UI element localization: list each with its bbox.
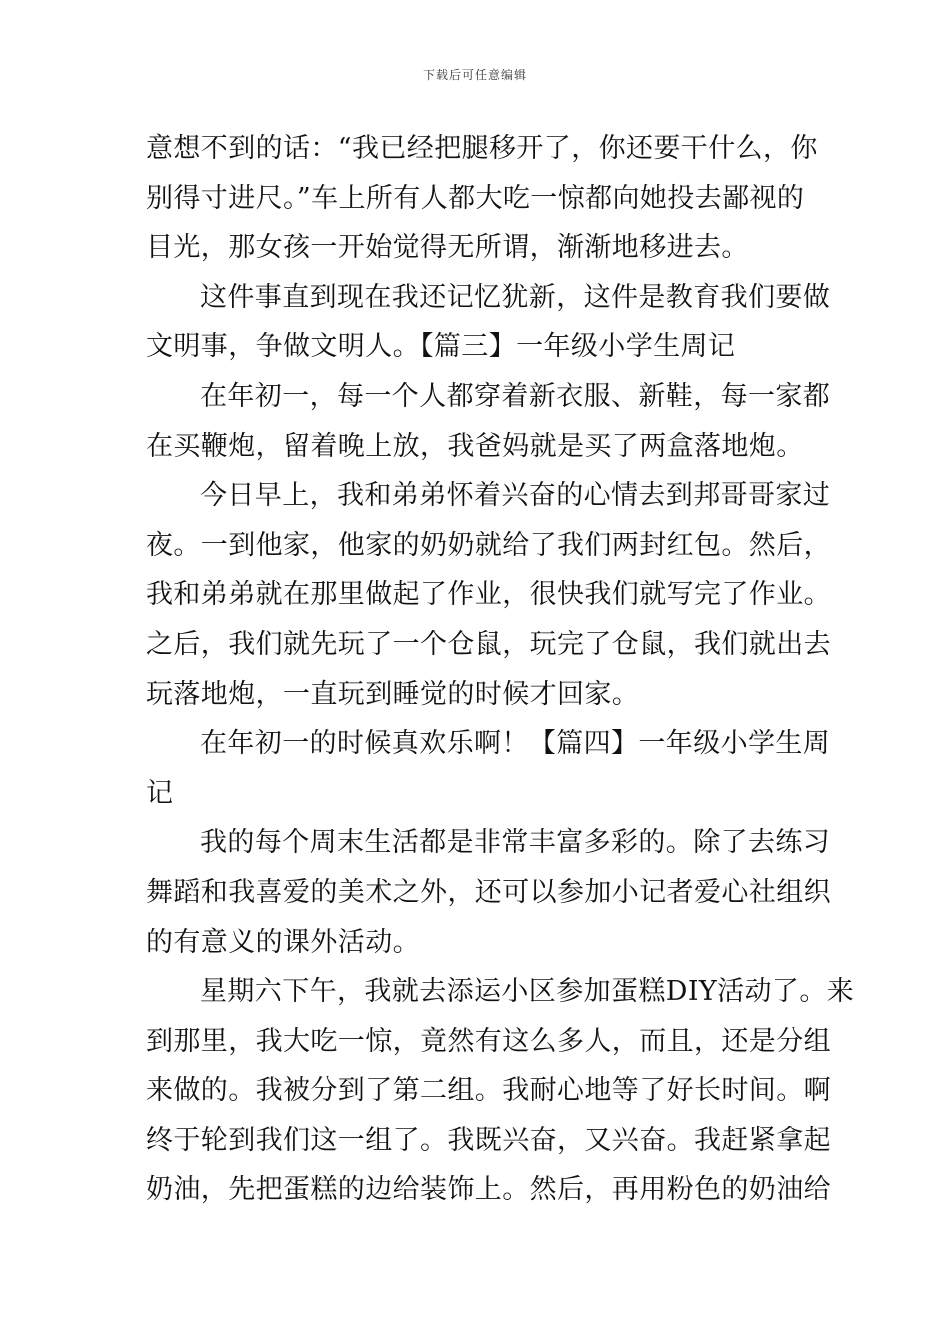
text-line: 记 <box>146 777 174 809</box>
text-line: 在买鞭炮，留着晚上放，我爸妈就是买了两盒落地炮。 <box>146 430 804 462</box>
page-header-note: 下载后可任意编辑 <box>422 68 527 82</box>
text-line: 文明事，争做文明人。【篇三】一年级小学生周记 <box>146 331 736 363</box>
text-line: 舞蹈和我喜爱的美术之外，还可以参加小记者爱心社组织 <box>146 876 831 908</box>
text-line: 玩落地炮，一直玩到睡觉的时候才回家。 <box>146 678 640 710</box>
paragraph-first-line: 这件事直到现在我还记忆犹新，这件是教育我们要做 <box>200 281 831 313</box>
paragraph-first-line: 今日早上，我和弟弟怀着兴奋的心情去到邦哥哥家过 <box>200 480 831 512</box>
text-line: 目光，那女孩一开始觉得无所谓，渐渐地移进去。 <box>146 232 749 264</box>
text-line: 之后，我们就先玩了一个仓鼠，玩完了仓鼠，我们就出去 <box>146 628 831 660</box>
paragraph-first-line: 在年初一，每一个人都穿着新衣服、新鞋，每一家都 <box>200 380 831 412</box>
text-line: 我和弟弟就在那里做起了作业，很快我们就写完了作业。 <box>146 579 831 611</box>
paragraph-first-line: 在年初一的时候真欢乐啊！【篇四】一年级小学生周 <box>200 728 831 760</box>
text-line: 夜。一到他家，他家的奶奶就给了我们两封红包。然后， <box>146 529 831 561</box>
text-line: 别得寸进尺。”车上所有人都大吃一惊都向她投去鄙视的 <box>146 182 805 214</box>
text-line: 的有意义的课外活动。 <box>146 926 420 958</box>
text-line: 到那里，我大吃一惊，竟然有这么多人，而且，还是分组 <box>146 1025 831 1057</box>
paragraph-first-line: 星期六下午，我就去添运小区参加蛋糕DIY活动了。来 <box>200 976 855 1008</box>
text-line: 来做的。我被分到了第二组。我耐心地等了好长时间。啊 <box>146 1075 831 1107</box>
text-line: 意想不到的话：“我已经把腿移开了，你还要干什么，你 <box>146 133 818 164</box>
text-line: 终于轮到我们这一组了。我既兴奋，又兴奋。我赶紧拿起 <box>146 1124 831 1156</box>
text-line: 奶油，先把蛋糕的边给装饰上。然后，再用粉色的奶油给 <box>146 1174 831 1206</box>
document-body <box>146 124 855 1215</box>
paragraph-first-line: 我的每个周末生活都是非常丰富多彩的。除了去练习 <box>200 827 831 859</box>
